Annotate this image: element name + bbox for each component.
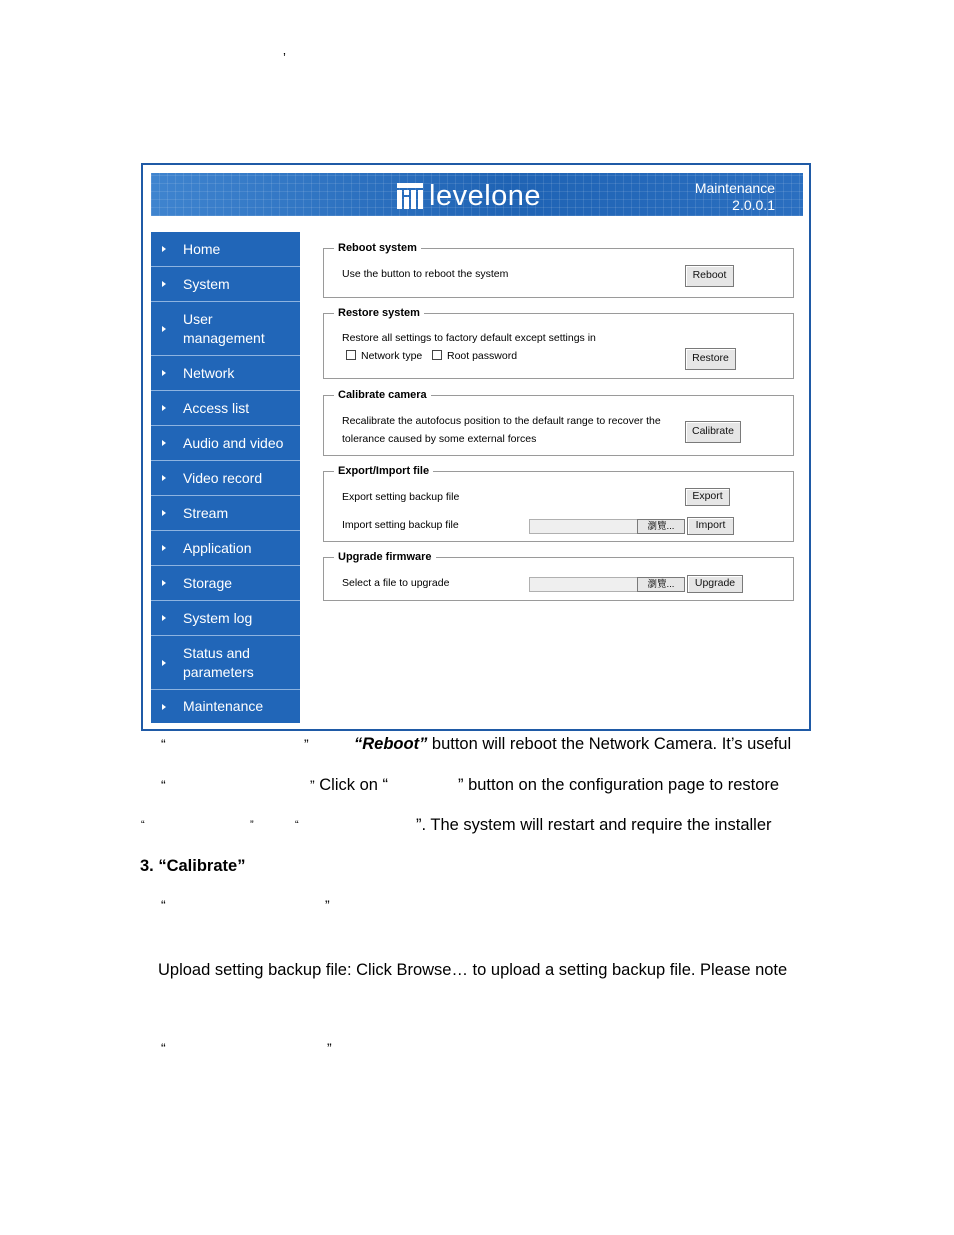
arrow-right-icon: [162, 660, 166, 666]
sidebar-item-user-management[interactable]: User management: [151, 302, 300, 356]
arrow-right-icon: [162, 246, 166, 252]
page-title: Maintenance: [694, 180, 775, 196]
upgrade-firmware-legend: Upgrade firmware: [334, 550, 436, 564]
doc-quote-open: “: [161, 777, 166, 793]
upgrade-browse-button[interactable]: 瀏覽...: [637, 577, 685, 592]
screenshot-frame: [141, 163, 811, 731]
arrow-right-icon: [162, 580, 166, 586]
doc-quote-close: ”: [304, 736, 309, 752]
reboot-button[interactable]: Reboot: [685, 265, 734, 287]
header-banner: [151, 173, 803, 216]
sidebar-item-storage[interactable]: Storage: [151, 566, 300, 601]
doc-quote-open: “: [161, 897, 166, 913]
reboot-description: Use the button to reboot the system: [342, 268, 509, 280]
export-label: Export setting backup file: [342, 491, 460, 503]
arrow-right-icon: [162, 440, 166, 446]
doc-quote-close: ”: [325, 897, 330, 913]
sidebar-item-stream[interactable]: Stream: [151, 496, 300, 531]
sidebar-item-maintenance[interactable]: Maintenance: [151, 690, 300, 723]
restore-system-legend: Restore system: [334, 306, 424, 320]
arrow-right-icon: [162, 370, 166, 376]
import-browse-button[interactable]: 瀏覽...: [637, 519, 685, 534]
calibrate-button[interactable]: Calibrate: [685, 421, 741, 443]
sidebar-item-network[interactable]: Network: [151, 356, 300, 391]
reboot-system-group: [323, 242, 794, 298]
doc-quote-open: “: [141, 819, 145, 831]
restore-description: Restore all settings to factory default except settings in: [342, 332, 596, 344]
doc-restore-note: ”. The system will restart and require the installer: [416, 816, 772, 834]
doc-quote-open: “: [161, 1040, 166, 1056]
doc-restore-line-end: ” button on the configuration page to restore: [458, 776, 780, 794]
arrow-right-icon: [162, 405, 166, 411]
import-button[interactable]: Import: [687, 517, 734, 535]
doc-heading-calibrate: 3. “Calibrate”: [140, 857, 246, 875]
root-password-checkbox[interactable]: [432, 350, 442, 360]
restore-button[interactable]: Restore: [685, 348, 736, 370]
arrow-right-icon: [162, 704, 166, 710]
upgrade-label: Select a file to upgrade: [342, 577, 450, 589]
arrow-right-icon: [162, 281, 166, 287]
arrow-right-icon: [162, 510, 166, 516]
stray-apostrophe: ’: [283, 50, 286, 65]
sidebar-item-video-record[interactable]: Video record: [151, 461, 300, 496]
calibrate-description-line2: tolerance caused by some external forces: [342, 433, 537, 445]
sidebar-item-home[interactable]: Home: [151, 232, 300, 267]
arrow-right-icon: [162, 326, 166, 332]
brand-logo: [397, 181, 541, 211]
export-import-group: [323, 465, 794, 542]
import-label: Import setting backup file: [342, 519, 459, 531]
calibrate-description-line1: Recalibrate the autofocus position to the default range to recover the: [342, 415, 661, 427]
arrow-right-icon: [162, 545, 166, 551]
import-file-input[interactable]: [529, 519, 638, 534]
restore-network-type-option[interactable]: Network type: [346, 350, 422, 363]
sidebar-nav: [151, 232, 300, 723]
export-import-legend: Export/Import file: [334, 464, 433, 478]
doc-quote-open: “: [295, 819, 299, 831]
levelone-logo-icon: [397, 183, 423, 209]
sidebar-item-system[interactable]: System: [151, 267, 300, 302]
firmware-version: 2.0.0.1: [732, 197, 775, 213]
sidebar-item-access-list[interactable]: Access list: [151, 391, 300, 426]
sidebar-item-system-log[interactable]: System log: [151, 601, 300, 636]
doc-reboot-line: “Reboot” button will reboot the Network Camera. It’s useful: [354, 735, 792, 753]
sidebar-item-application[interactable]: Application: [151, 531, 300, 566]
upgrade-file-input[interactable]: [529, 577, 638, 592]
sidebar-item-audio-video[interactable]: Audio and video: [151, 426, 300, 461]
doc-quote-close: ”: [250, 819, 254, 831]
reboot-system-legend: Reboot system: [334, 241, 421, 255]
upgrade-button[interactable]: Upgrade: [687, 575, 743, 593]
upgrade-firmware-group: [323, 551, 794, 601]
network-type-checkbox[interactable]: [346, 350, 356, 360]
doc-upload-line: Upload setting backup file: Click Browse… to upload a setting backup file. Please note: [158, 961, 788, 979]
restore-root-password-option[interactable]: Root password: [432, 350, 517, 363]
export-button[interactable]: Export: [685, 488, 730, 506]
doc-quote-open: “: [161, 736, 166, 752]
restore-system-group: [323, 307, 794, 379]
arrow-right-icon: [162, 615, 166, 621]
calibrate-camera-legend: Calibrate camera: [334, 388, 431, 402]
logo-text: levelone: [429, 180, 542, 212]
doc-restore-line-start: ” Click on “: [310, 776, 389, 794]
arrow-right-icon: [162, 475, 166, 481]
doc-quote-close: ”: [327, 1040, 332, 1056]
calibrate-camera-group: [323, 389, 794, 456]
sidebar-item-status-parameters[interactable]: Status and parameters: [151, 636, 300, 690]
